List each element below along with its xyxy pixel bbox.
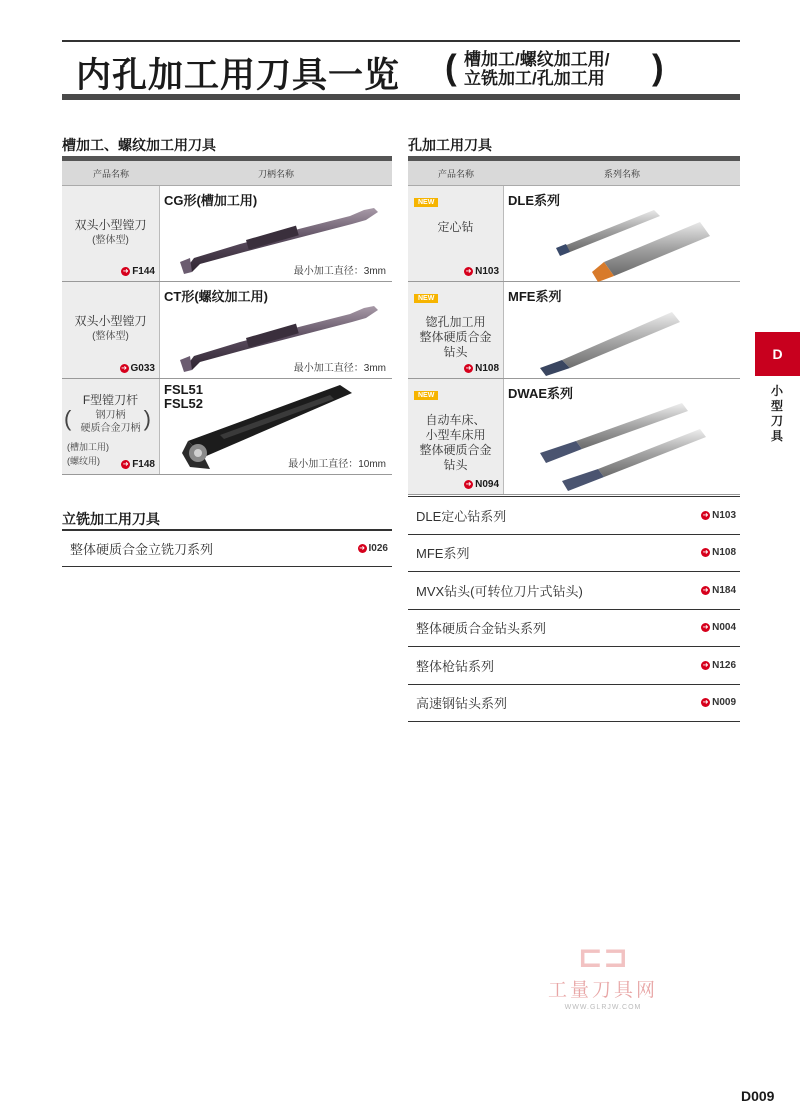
arrow-right-icon: ➜ — [122, 268, 129, 275]
product-name-line: 自动车床、 — [425, 413, 486, 427]
arrow-right-icon: ➜ — [702, 661, 709, 669]
watermark-url: WWW.GLRJW.COM — [564, 1004, 642, 1011]
new-badge: NEW — [414, 294, 438, 303]
arrow-right-icon: ➜ — [465, 365, 472, 372]
list-item-label: 整体枪钻系列 — [416, 658, 495, 674]
new-badge: NEW — [414, 391, 438, 400]
table-row[interactable] — [62, 282, 392, 379]
page-ref-link[interactable]: ➜ N103 — [702, 509, 736, 521]
arrow-right-icon: ➜ — [702, 699, 709, 707]
arrow-right-icon: ➜ — [702, 511, 709, 519]
page-title: 内孔加工用刀具一览 — [76, 56, 401, 95]
series-name: DWAE系列 — [508, 386, 574, 401]
product-cell — [408, 282, 504, 378]
series-name: MFE系列 — [508, 289, 562, 304]
page-ref-link[interactable]: ➜ F144 — [122, 266, 155, 277]
product-name-line: 钻头 — [443, 345, 468, 359]
subtitle-line-2: 立铣加工/孔加工用 — [464, 69, 605, 88]
page-ref-link[interactable]: ➜ I026 — [359, 543, 388, 554]
series-cell — [504, 379, 740, 494]
arrow-right-icon: ➜ — [359, 545, 365, 552]
page-number: D009 — [741, 1088, 775, 1104]
use-threading: (螺纹用) — [67, 456, 100, 466]
list-item[interactable] — [408, 685, 740, 723]
endmill-list — [62, 529, 392, 567]
center-drill-image — [504, 186, 739, 282]
product-sub: (整体型) — [92, 331, 129, 342]
product-sub: (整体型) — [92, 235, 129, 246]
counterbore-drill-image — [504, 282, 739, 379]
product-name-line: 小型车床用 — [425, 428, 486, 442]
chapter-tab[interactable]: D — [755, 332, 800, 376]
arrow-right-icon: ➜ — [702, 586, 709, 594]
table-header — [408, 161, 740, 186]
product-name: 双头小型镗刀 — [74, 314, 147, 328]
page-ref-link[interactable]: ➜ G033 — [121, 363, 155, 374]
list-item-label: 高速钢钻头系列 — [416, 696, 508, 712]
list-item-label: MFE系列 — [416, 546, 470, 562]
product-name-line: 整体硬质合金 — [419, 443, 492, 457]
min-diameter-note: 最小加工直径：10mm — [288, 459, 386, 470]
list-item-label: 整体硬质合金立铣刀系列 — [70, 542, 214, 557]
series-cell — [504, 186, 740, 281]
product-cell — [62, 379, 160, 474]
min-diameter-note: 最小加工直径：3mm — [293, 266, 386, 277]
page-ref-link[interactable]: ➜ N094 — [465, 479, 499, 490]
list-item[interactable] — [408, 535, 740, 573]
section-title-drilling: 孔加工用刀具 — [408, 137, 492, 153]
series-name: DLE系列 — [508, 193, 561, 208]
product-name: F型镗刀杆 — [82, 393, 139, 407]
tool-name: FSL51 FSL52 — [164, 382, 204, 411]
section-title-endmill: 立铣加工用刀具 — [62, 511, 160, 527]
watermark — [538, 940, 668, 1011]
grooving-table — [62, 156, 392, 475]
page-ref-link[interactable]: ➜ N108 — [465, 363, 499, 374]
col-product-name: 产品名称 — [437, 168, 474, 179]
arrow-right-icon: ➜ — [122, 461, 129, 468]
chapter-label: 小型刀具 — [770, 384, 783, 443]
list-item[interactable] — [62, 531, 392, 567]
product-cell — [62, 186, 160, 281]
title-paren-left: ( — [445, 48, 457, 87]
page-subtitle — [464, 50, 609, 88]
dwae-drill-image — [504, 379, 739, 495]
page-ref-link[interactable]: ➜ N126 — [702, 659, 736, 671]
product-name: 定心钻 — [437, 220, 474, 234]
drilling-series-list — [408, 496, 740, 722]
page-ref-link[interactable]: ➜ N184 — [702, 584, 736, 596]
page-ref-link[interactable]: ➜ N108 — [702, 547, 736, 559]
arrow-right-icon: ➜ — [121, 365, 127, 372]
subtitle-line-1: 槽加工/螺纹加工用/ — [464, 50, 610, 69]
product-name-line: 锪孔加工用 — [425, 315, 486, 329]
paren-right: ) — [143, 406, 151, 431]
table-row[interactable] — [62, 379, 392, 475]
col-series-name: 系列名称 — [603, 168, 640, 179]
paren-left: ( — [64, 406, 72, 431]
list-item-label: DLE定心钻系列 — [416, 508, 507, 524]
list-item[interactable] — [408, 647, 740, 685]
tool-name: CG形(槽加工用) — [164, 193, 258, 208]
series-cell — [504, 282, 740, 378]
product-sub: 硬质合金刀柄 — [80, 423, 141, 434]
page-ref-link[interactable]: ➜ N004 — [702, 622, 736, 634]
product-cell — [62, 282, 160, 378]
page-ref-link[interactable]: ➜ N009 — [702, 697, 736, 709]
list-item-label: 整体硬质合金钻头系列 — [416, 621, 547, 637]
product-cell — [408, 379, 504, 494]
drilling-table — [408, 156, 740, 495]
section-title-grooving: 槽加工、螺纹加工用刀具 — [62, 137, 216, 153]
table-row[interactable] — [62, 186, 392, 282]
product-name-line: 整体硬质合金 — [419, 330, 492, 344]
col-product-name: 产品名称 — [92, 168, 129, 179]
page-ref-link[interactable]: ➜ F148 — [122, 459, 155, 470]
min-diameter-note: 最小加工直径：3mm — [293, 363, 386, 374]
arrow-right-icon: ➜ — [702, 549, 709, 557]
list-item[interactable] — [408, 497, 740, 535]
page-title-bar — [62, 40, 740, 100]
arrow-right-icon: ➜ — [465, 268, 472, 275]
list-item-label: MVX钻头(可转位刀片式钻头) — [416, 583, 583, 599]
product-name: 双头小型镗刀 — [74, 218, 147, 232]
arrow-right-icon: ➜ — [702, 624, 709, 632]
watermark-text: 工量刀具网 — [547, 980, 658, 1001]
list-item[interactable] — [408, 572, 740, 610]
page-ref-link[interactable]: ➜ N103 — [465, 266, 499, 277]
table-row[interactable] — [408, 186, 740, 282]
new-badge: NEW — [414, 198, 438, 207]
list-item[interactable] — [408, 610, 740, 648]
table-row[interactable] — [408, 379, 740, 495]
tool-cell — [160, 282, 392, 378]
product-sub: 钢刀柄 — [95, 410, 126, 421]
tool-cell — [160, 379, 392, 474]
table-header — [62, 161, 392, 186]
table-row[interactable] — [408, 282, 740, 379]
use-grooving: (槽加工用) — [67, 442, 109, 452]
arrow-right-icon: ➜ — [465, 481, 472, 488]
product-name-line: 钻头 — [443, 458, 468, 472]
product-cell — [408, 186, 504, 281]
tool-cell — [160, 186, 392, 281]
watermark-logo-icon: ⊏⊐ — [577, 941, 629, 974]
col-tool-name: 刀柄名称 — [257, 168, 294, 179]
tool-name: CT形(螺纹加工用) — [164, 289, 268, 304]
title-paren-right: ) — [652, 48, 664, 87]
